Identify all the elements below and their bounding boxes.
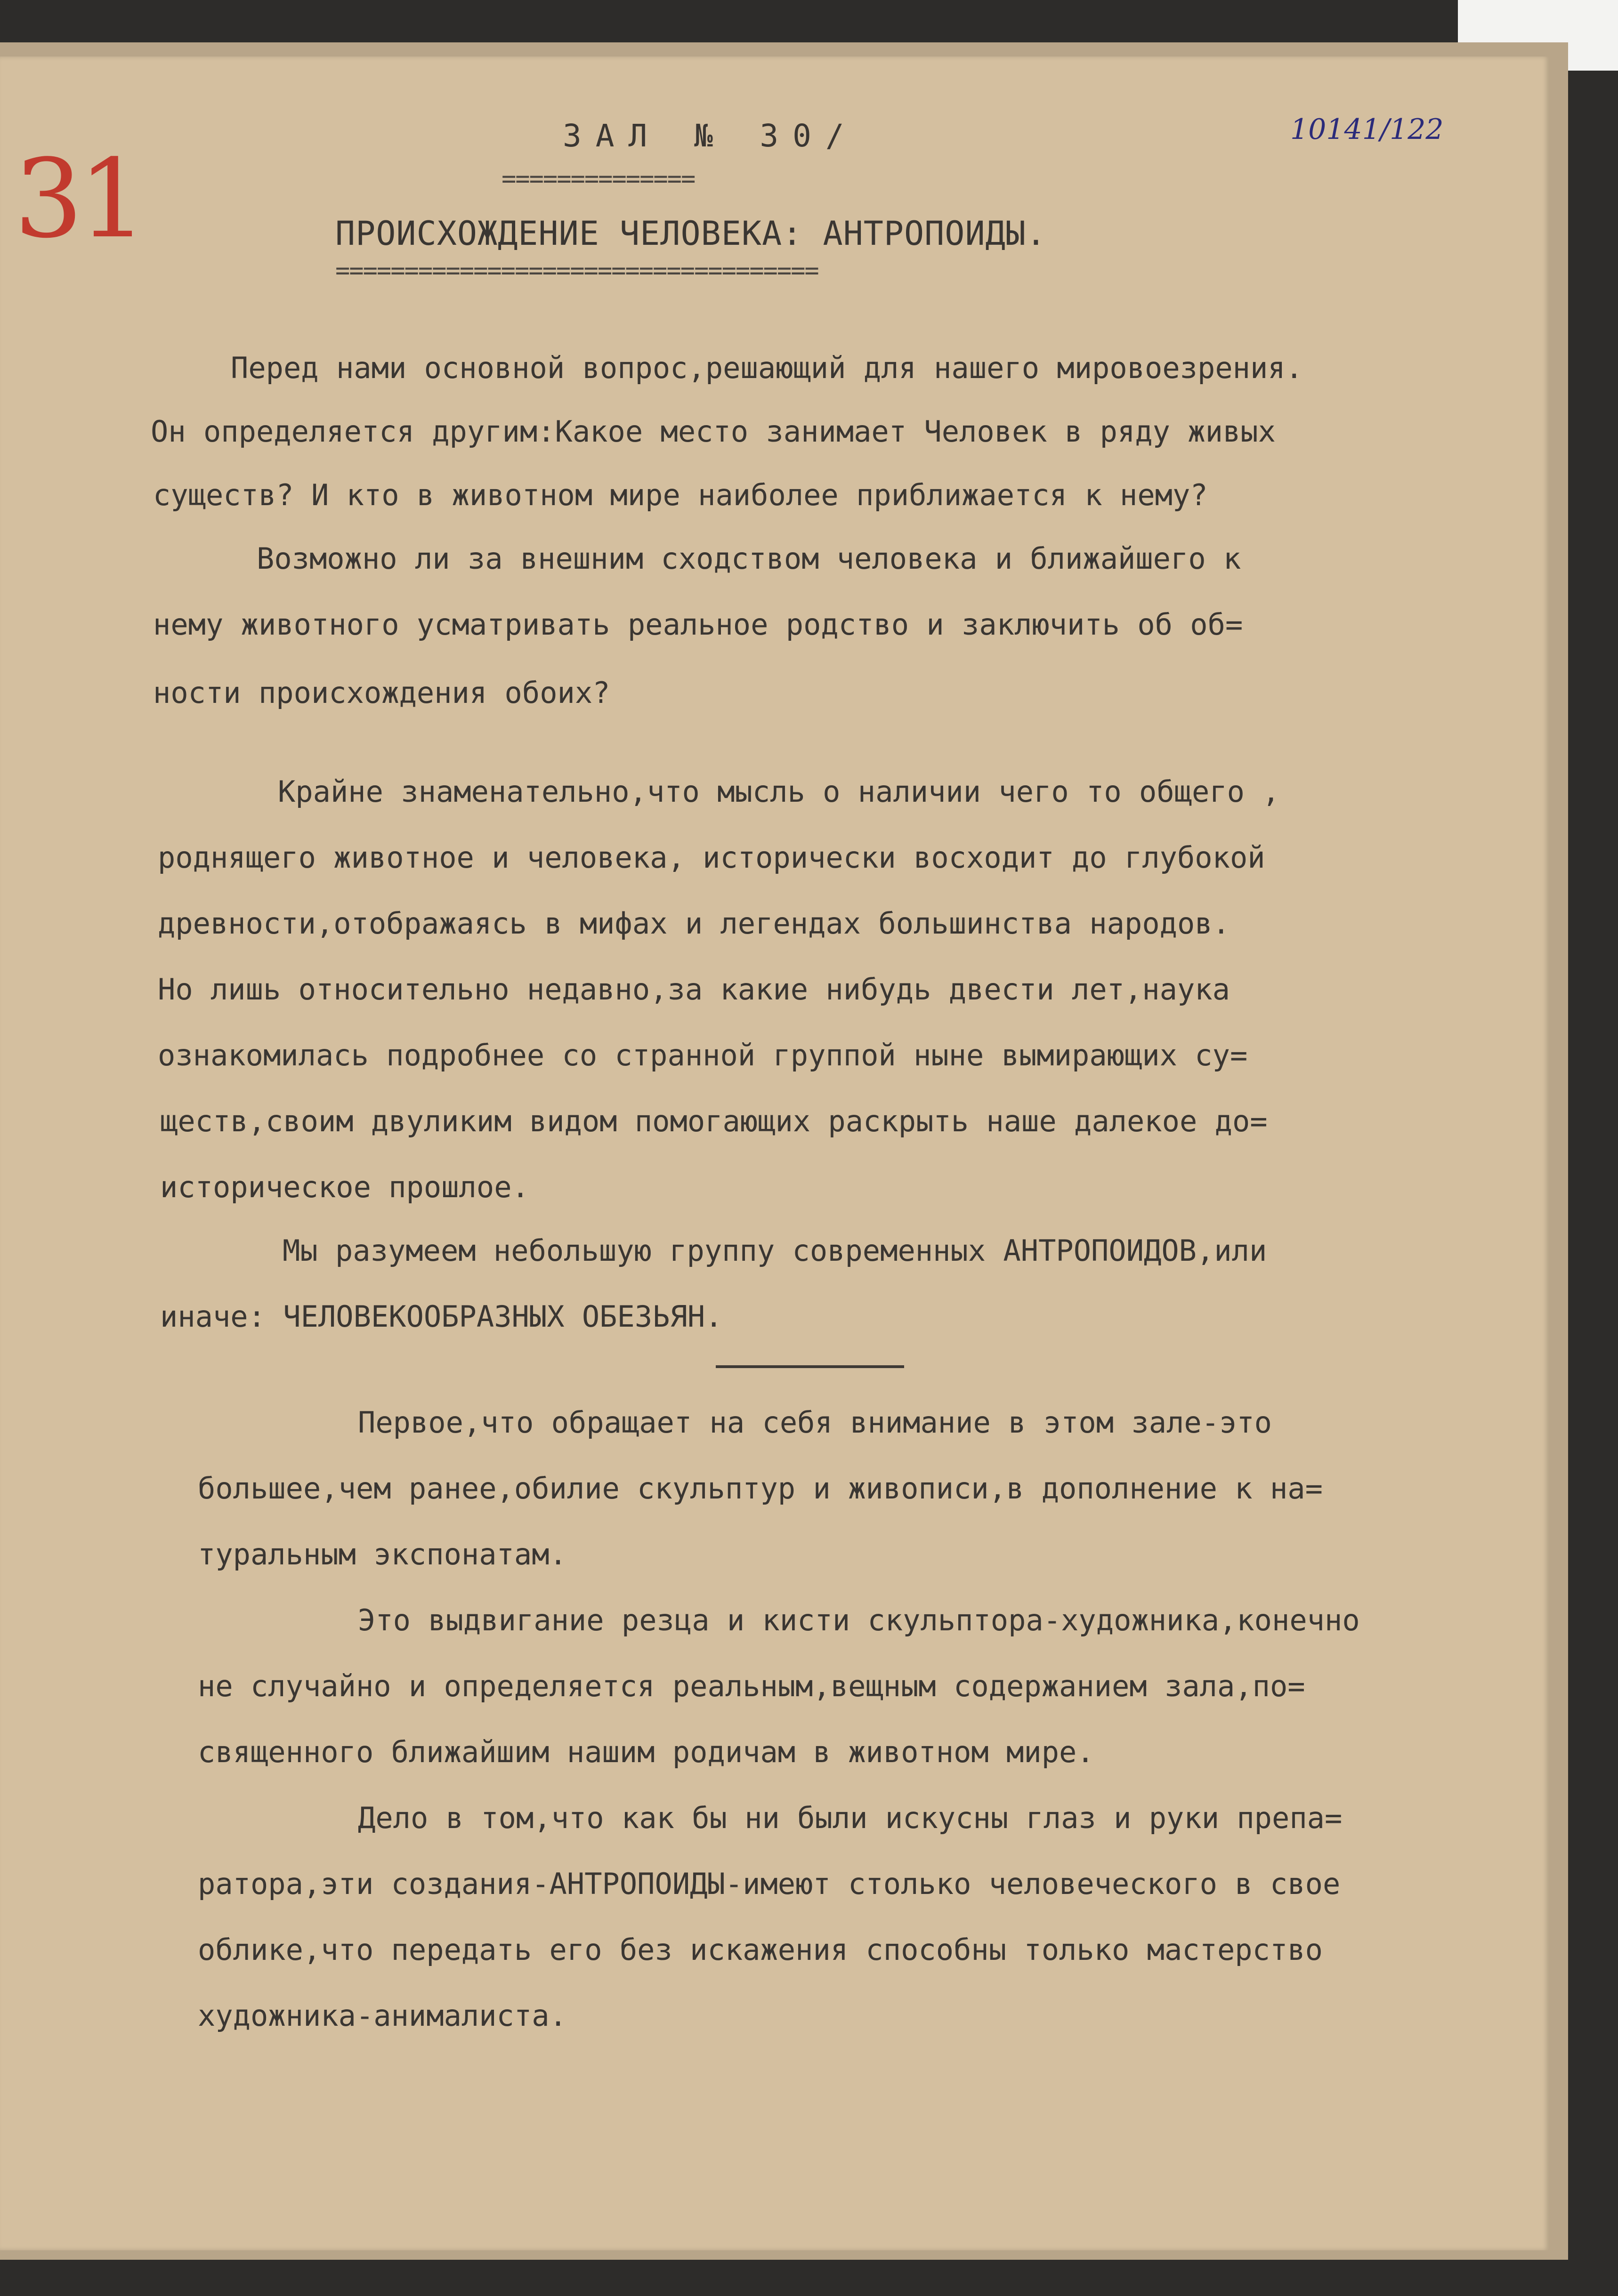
text-line: большее,чем ранее,обилие скульптур и живописи,в дополнение к на= [198, 1471, 1323, 1506]
hall-title: ЗАЛ № 30/ [563, 118, 858, 154]
hall-title-underline: ============== [502, 165, 695, 193]
text-line: иначе: ЧЕЛОВЕКООБРАЗНЫХ ОБЕЗЬЯН. [160, 1299, 723, 1334]
text-line: Перед нами основной вопрос,решающий для нашего мировоезрения. [231, 351, 1303, 385]
text-line: Дело в том,что как бы ни были искусны глаз и руки препа= [358, 1801, 1343, 1835]
text-line: священного ближайшим нашим родичам в животном мире. [198, 1735, 1094, 1769]
text-line: Это выдвигание резца и кисти скульптора-художника,конечно [358, 1603, 1360, 1637]
text-line: роднящего животное и человека, исторически восходит до глубокой [158, 840, 1265, 875]
folio-number: 31 [14, 137, 143, 262]
document-page [0, 56, 1549, 2250]
text-line: Крайне знаменательно,что мысль о наличии чего то общего , [278, 774, 1280, 809]
text-line: Возможно ли за внешним сходством человека и ближайшего к [257, 541, 1241, 576]
text-line: Первое,что обращает на себя внимание в этом зале-это [358, 1405, 1272, 1440]
text-line: существ? И кто в животном мире наиболее приближается к нему? [153, 478, 1208, 512]
text-line: ознакомилась подробнее со странной группой ныне вымирающих су= [158, 1038, 1248, 1072]
text-line: ратора,эти создания-АНТРОПОИДЫ-имеют столько человеческого в свое [198, 1867, 1341, 1901]
text-line: ществ,своим двуликим видом помогающих раскрыть наше далекое до= [160, 1104, 1268, 1138]
text-line: Мы разумеем небольшую группу современных АНТРОПОИДОВ,или [283, 1233, 1267, 1268]
text-line: Он определяется другим:Какое место занимает Человек в ряду живых [151, 414, 1276, 449]
text-line: туральным экспонатам. [198, 1537, 567, 1571]
main-title-underline: =================================== [335, 257, 818, 285]
section-divider [716, 1365, 904, 1368]
text-line: не случайно и определяется реальным,вещным содержанием зала,по= [198, 1669, 1305, 1703]
text-line: Но лишь относительно недавно,за какие нибудь двести лет,наука [158, 972, 1230, 1007]
text-line: облике,что передать его без искажения способны только мастерство [198, 1933, 1323, 1967]
archive-number: 10141/122 [1290, 113, 1444, 146]
text-line: художника-анималиста. [198, 1998, 567, 2033]
main-title: ПРОИСХОЖДЕНИЕ ЧЕЛОВЕКА: АНТРОПОИДЫ. [335, 214, 1047, 253]
text-line: историческое прошлое. [160, 1170, 529, 1204]
text-line: нему животного усматривать реальное родство и заключить об об= [153, 607, 1243, 642]
text-line: ности происхождения обоих? [153, 676, 610, 710]
text-line: древности,отображаясь в мифах и легендах большинства народов. [158, 906, 1230, 941]
